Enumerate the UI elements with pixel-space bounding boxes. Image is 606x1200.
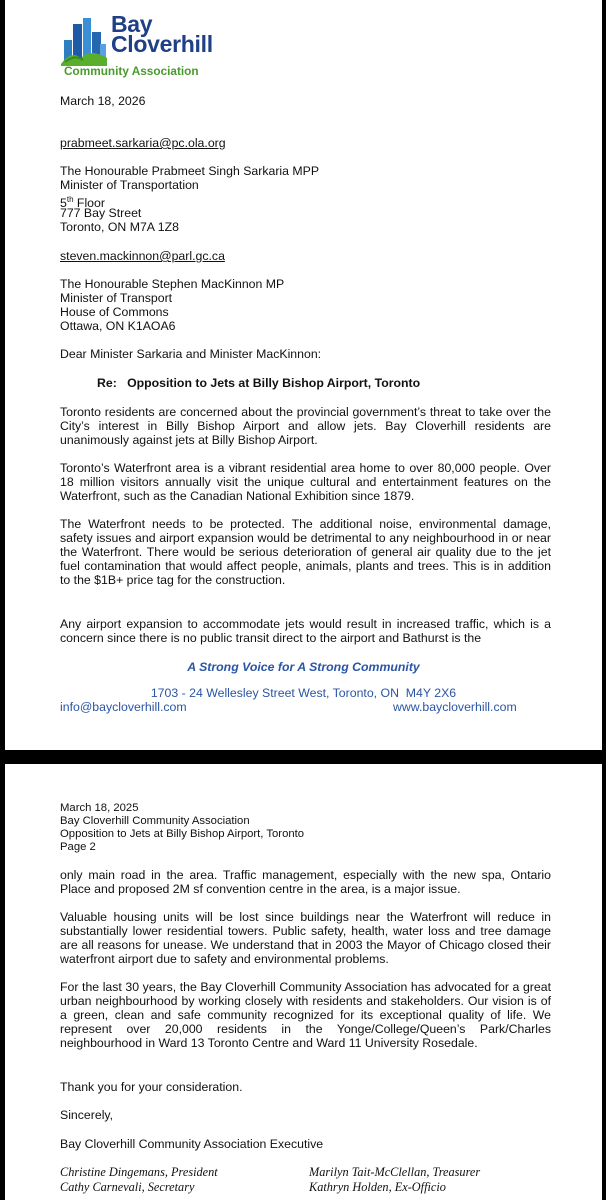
recipient1-title: Minister of Transportation — [60, 178, 199, 192]
closing: Sincerely, — [60, 1108, 114, 1122]
recipient1-name: The Honourable Prabmeet Singh Sarkaria MPP — [60, 164, 320, 178]
floor-suffix: th — [66, 195, 74, 204]
letter-page-2 — [5, 764, 602, 1200]
paragraph-1 — [60, 406, 551, 448]
logo-name-line1: Bay — [111, 11, 153, 37]
page2-paragraph-3 — [60, 981, 551, 1051]
thanks-line: Thank you for your consideration. — [60, 1080, 243, 1094]
signatory: Bay Cloverhill Community Association Executive — [60, 1137, 324, 1151]
association-logo — [61, 12, 281, 82]
recipient1-city: Toronto, ON M7A 1Z8 — [60, 220, 179, 234]
page2-header-page: Page 2 — [60, 840, 96, 853]
signature-president: Christine Dingemans, President — [60, 1165, 218, 1179]
paragraph-text: The Waterfront needs to be protected. The additional noise, environmental damage, safety issues and airport expansion would be detrimental to any neighbourhood in or near the Waterfront. There would be serious deterioration of general air quality due to the jet fuel contamination that would affect people, animals, plants and trees. This is in addition to the $1B+ price tag for the construction. — [60, 517, 551, 587]
signature-treasurer: Marilyn Tait-McClellan, Treasurer — [309, 1165, 481, 1179]
footer-website-link[interactable]: www.baycloverhill.com — [393, 700, 517, 714]
paragraph-3 — [60, 518, 551, 588]
letter-date: March 18, 2026 — [60, 94, 146, 108]
paragraph-text: Toronto residents are concerned about the provincial government’s threat to take over the City’s interest in Billy Bishop Airport and allow jets. Bay Cloverhill residents are unanimously against jets at Billy Bishop Airport. — [60, 405, 551, 447]
recipient2-name: The Honourable Stephen MacKinnon MP — [60, 277, 285, 291]
page2-header-org: Bay Cloverhill Community Association — [60, 814, 250, 827]
page2-header — [60, 802, 304, 854]
logo-name-line2: Cloverhill — [111, 31, 213, 57]
paragraph-text: For the last 30 years, the Bay Cloverhill Community Association has advocated for a great urban neighbourhood by working closely with residents and stakeholders. Our vision is of a green, clean and safe community recognized for its exceptional quality of life. We represent over 20,000 residents in the Yonge/College/Queen’s Park/Charles neighbourhood in Ward 13 Toronto Centre and Ward 11 University Rosedale. — [60, 980, 551, 1050]
logo-subtitle: Community Association — [64, 64, 199, 78]
footer-address: 1703 - 24 Wellesley Street West, Toronto, ON M4Y 2X6 — [150, 686, 457, 700]
page2-paragraph-2 — [60, 911, 551, 967]
paragraph-text: Toronto’s Waterfront area is a vibrant residential area home to over 80,000 people. Over 18 million visitors annually visit the unique cultural and entertainment features on the Waterfront, such as the Canadian National Exhibition since 1879. — [60, 461, 551, 503]
page2-header-subject: Opposition to Jets at Billy Bishop Airport, Toronto — [60, 827, 305, 840]
recipient1-street: 777 Bay Street — [60, 206, 142, 220]
floor-word: Floor — [73, 196, 105, 211]
recipient2-city: Ottawa, ON K1AOA6 — [60, 319, 176, 333]
page2-header-date: March 18, 2025 — [60, 802, 139, 814]
paragraph-text: Valuable housing units will be lost since buildings near the Waterfront will reduce in substantially lower residential towers. Public safety, health, water loss and tree damage are all reasons for unease. We understand that in 2003 the Mayor of Chicago closed their waterfront airport due to safety and environmental problems. — [60, 910, 551, 966]
recipient2-title: Minister of Transport — [60, 291, 173, 305]
letter-page-1 — [5, 0, 602, 750]
subject-line: Re: Opposition to Jets at Billy Bishop Airport, Toronto — [97, 376, 421, 390]
page2-paragraph-1 — [60, 869, 551, 897]
signature-ex-officio: Kathryn Holden, Ex-Officio — [309, 1180, 446, 1194]
footer-email-link[interactable]: info@baycloverhill.com — [60, 700, 187, 714]
city-skyline-icon — [61, 14, 107, 66]
paragraph-text: Any airport expansion to accommodate jets would result in increased traffic, which is a concern since there is no public transit direct to the airport and Bathurst is the — [60, 617, 551, 645]
floor-number: 5 — [60, 196, 67, 211]
signature-secretary: Cathy Carnevali, Secretary — [60, 1180, 195, 1194]
salutation: Dear Minister Sarkaria and Minister MacKinnon: — [60, 347, 322, 361]
recipient2-house: House of Commons — [60, 305, 169, 319]
footer-slogan: A Strong Voice for A Strong Community — [187, 660, 420, 674]
paragraph-4 — [60, 618, 551, 646]
paragraph-2 — [60, 462, 551, 504]
paragraph-text: only main road in the area. Traffic management, especially with the new spa, Ontario Place and proposed 2M sf convention centre in the area, is a major issue. — [60, 868, 551, 896]
recipient2-email-link[interactable]: steven.mackinnon@parl.gc.ca — [60, 249, 225, 263]
recipient1-email-link[interactable]: prabmeet.sarkaria@pc.ola.org — [60, 136, 226, 150]
